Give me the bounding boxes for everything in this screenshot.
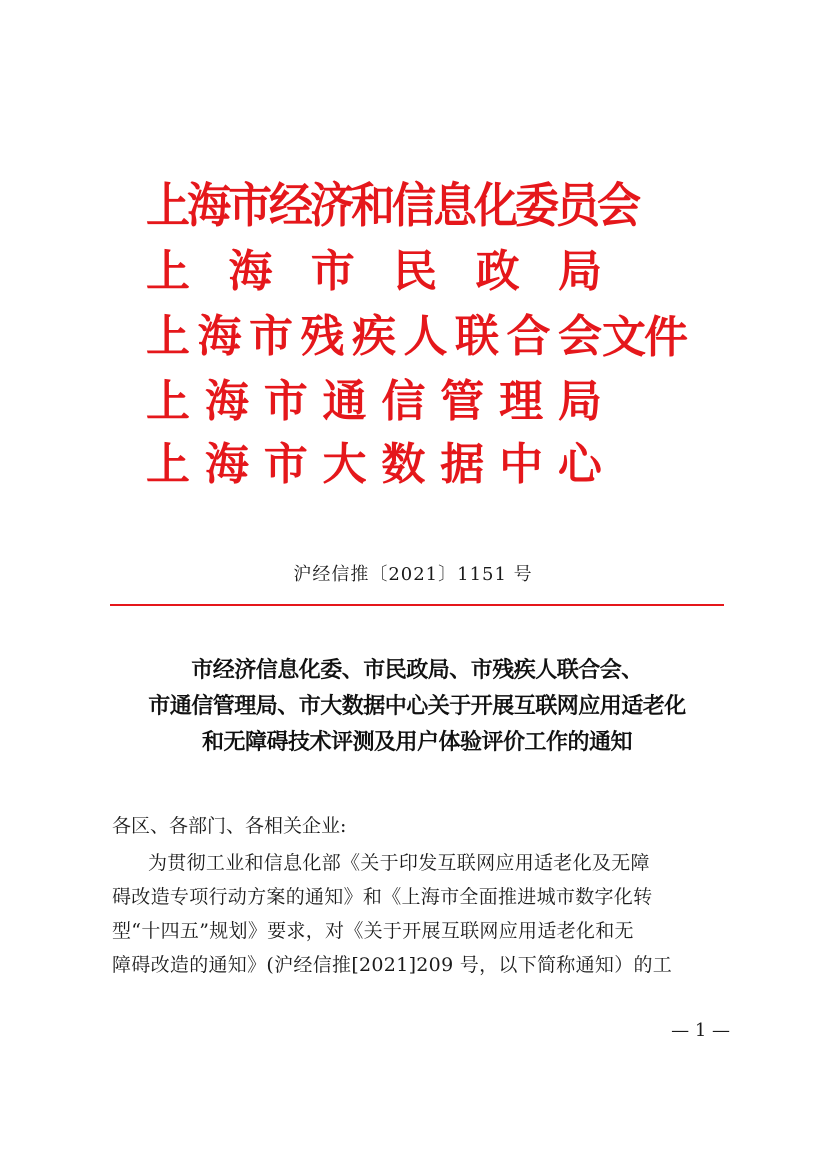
document-title — [100, 652, 734, 760]
body-line: 障碍改造的通知》(沪经信推[2021]209 号，以下简称通知）的工 — [112, 954, 673, 976]
masthead-line-2 — [146, 243, 602, 301]
masthead-char: 大 — [322, 439, 367, 490]
masthead-char: 市 — [263, 439, 308, 490]
masthead-char: 民 — [393, 246, 438, 297]
body-line: 为贯彻工业和信息化部《关于印发互联网应用适老化及无障 — [148, 852, 650, 874]
masthead-char: 数 — [381, 439, 426, 490]
masthead-char: 上 — [146, 439, 190, 490]
title-line: 市经济信息化委、市民政局、市残疾人联合会、 — [191, 657, 643, 683]
masthead-char: 疾 — [352, 311, 396, 362]
masthead-char: 理 — [499, 376, 544, 427]
masthead-char: 人 — [403, 311, 448, 362]
masthead-char: 通 — [322, 376, 367, 427]
masthead-char: 中 — [499, 439, 544, 490]
masthead-char: 心 — [557, 439, 602, 490]
masthead-char: 海 — [197, 311, 242, 362]
masthead-char: 局 — [557, 376, 602, 427]
masthead-char: 政 — [475, 246, 520, 297]
title-line: 和无障碍技术评测及用户体验评价工作的通知 — [201, 729, 632, 755]
masthead-char: 市 — [310, 246, 355, 297]
masthead-line-3 — [146, 308, 602, 366]
red-divider — [110, 604, 724, 606]
document-number: 沪经信推〔2021〕1151 号 — [293, 564, 533, 585]
masthead-line-1: 上海市经济和信息化委员会 — [146, 178, 638, 234]
masthead-char: 管 — [440, 376, 485, 427]
masthead-char: 据 — [440, 439, 485, 490]
masthead-char: 海 — [204, 376, 249, 427]
title-line: 市通信管理局、市大数据中心关于开展互联网应用适老化 — [148, 693, 686, 719]
masthead-file-label: 文件 — [602, 312, 686, 363]
red-masthead — [146, 178, 706, 488]
masthead-line-4 — [146, 373, 602, 431]
salutation: 各区、各部门、各相关企业: — [112, 815, 347, 837]
masthead-line-5 — [146, 436, 602, 494]
body-line: 碍改造专项行动方案的通知》和《上海市全面推进城市数字化转 — [112, 886, 653, 908]
masthead-char: 联 — [455, 311, 499, 362]
masthead-char: 海 — [204, 439, 249, 490]
masthead-char: 合 — [506, 311, 551, 362]
masthead-char: 局 — [557, 246, 602, 297]
body-text — [112, 846, 722, 982]
masthead-char: 会 — [558, 311, 602, 362]
masthead-char: 市 — [263, 376, 308, 427]
masthead-char: 市 — [249, 311, 293, 362]
masthead-char: 上 — [146, 376, 190, 427]
masthead-char: 上 — [146, 311, 190, 362]
masthead-char: 海 — [228, 246, 273, 297]
masthead-char: 上 — [146, 246, 190, 297]
masthead-char: 残 — [300, 311, 345, 362]
masthead-char: 信 — [381, 376, 426, 427]
page-number: — 1 — — [671, 1020, 730, 1041]
body-line: 型“十四五”规划》要求，对《关于开展互联网应用适老化和无 — [112, 920, 634, 942]
